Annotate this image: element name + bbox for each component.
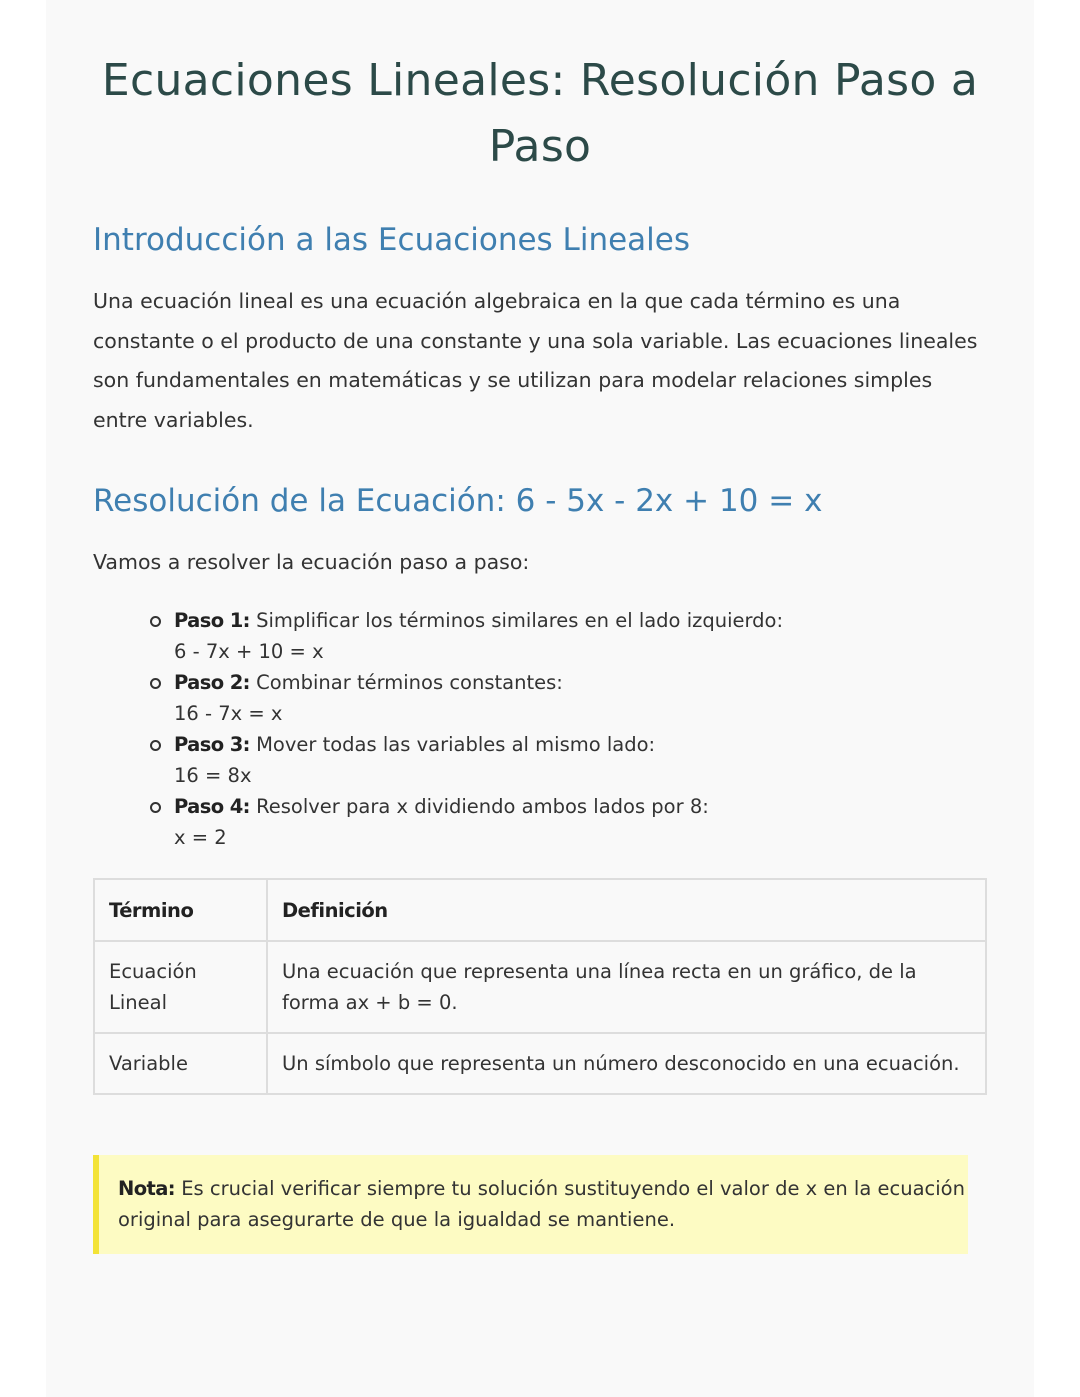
term-cell: Variable [94, 1033, 267, 1094]
note-callout [93, 1155, 968, 1254]
step-label: Paso 3: [174, 733, 250, 756]
bullet-circle-icon [150, 616, 161, 627]
definition-cell: Un símbolo que representa un número desconocido en una ecuación. [267, 1033, 986, 1094]
intro-heading: Introducción a las Ecuaciones Lineales [93, 222, 690, 258]
step-result: x = 2 [174, 826, 227, 849]
page-title: Ecuaciones Lineales: Resolución Paso a Paso [101, 55, 979, 172]
bullet-circle-icon [150, 678, 161, 689]
step-text: Simplificar los términos similares en el lado izquierdo: [249, 609, 784, 632]
bullet-circle-icon [150, 802, 161, 813]
step-item [93, 791, 783, 853]
step-result: 6 - 7x + 10 = x [174, 640, 324, 663]
resolution-heading: Resolución de la Ecuación: 6 - 5x - 2x + 10 = x [93, 483, 823, 519]
term-cell: Ecuación Lineal [94, 941, 267, 1033]
resolution-lead: Vamos a resolver la ecuación paso a paso: [93, 550, 530, 574]
table-header-row [94, 879, 986, 941]
note-text [118, 1173, 968, 1235]
step-item [93, 667, 783, 729]
step-item [93, 729, 783, 791]
note-body: Es crucial verificar siempre tu solución sustituyendo el valor de x en la ecuación original para asegurarte de que la igualdad se mantiene. [118, 1177, 965, 1231]
step-item [93, 605, 783, 667]
document-page [46, 0, 1034, 1397]
note-label: Nota: [118, 1177, 175, 1200]
table-row [94, 941, 986, 1033]
definition-cell: Una ecuación que representa una línea recta en un gráfico, de la forma ax + b = 0. [267, 941, 986, 1033]
step-label: Paso 1: [174, 609, 250, 632]
column-header-definition: Definición [267, 879, 986, 941]
step-result: 16 - 7x = x [174, 702, 283, 725]
bullet-circle-icon [150, 740, 161, 751]
step-label: Paso 2: [174, 671, 250, 694]
column-header-term: Término [94, 879, 267, 941]
step-label: Paso 4: [174, 795, 250, 818]
step-text: Resolver para x dividiendo ambos lados por 8: [249, 795, 709, 818]
step-text: Combinar términos constantes: [249, 671, 563, 694]
step-result: 16 = 8x [174, 764, 252, 787]
definitions-table [93, 878, 987, 1095]
step-text: Mover todas las variables al mismo lado: [249, 733, 656, 756]
intro-paragraph: Una ecuación lineal es una ecuación algebraica en la que cada término es una constante o el producto de una constante y una sola variable. Las ecuaciones lineales son fundamentales en matemáticas y se utilizan para modelar relaciones simples entre variables. [93, 289, 978, 432]
steps-list [93, 605, 783, 853]
table-row [94, 1033, 986, 1094]
